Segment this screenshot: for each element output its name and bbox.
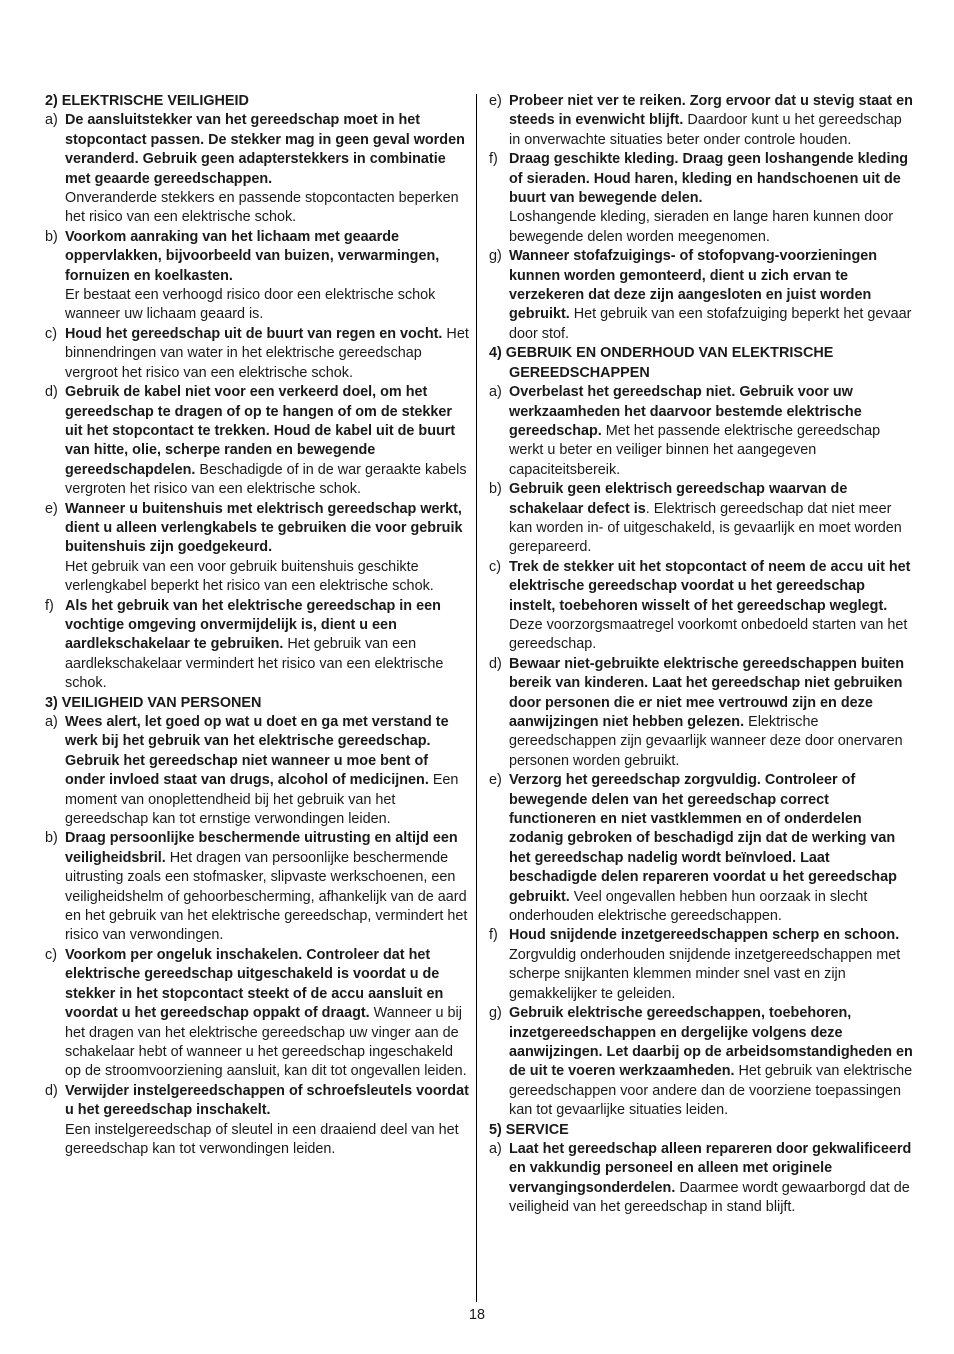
item-bold-text: Overbelast het gereedschap niet. Gebruik voor uw werkzaamheden het daarvoor bestemde elektrische gereedschap. (509, 384, 862, 439)
item-bold-text: Probeer niet ver te reiken. Zorg ervoor dat u stevig staat en steeds in evenwicht blijft. (509, 93, 913, 129)
item-body-text: Een moment van onoplettendheid bij het gebruik van het gereedschap kan tot ernstige verwondingen leiden. (65, 772, 459, 828)
instruction-item (45, 946, 469, 1082)
item-bold-text: Verzorg het gereedschap zorgvuldig. Controleer of bewegende delen van het gereedschap correct functioneren en niet vastklemmen en of onderdelen zodanig gebroken of beschadigd zijn dat de werking van het gereedschap nadelig wordt beïnvloed. Laat beschadigde delen repareren voordat u het gereedschap gebruikt. (509, 772, 897, 905)
section-heading: 2) ELEKTRISCHE VEILIGHEID (45, 93, 249, 109)
item-label: b) (45, 228, 58, 245)
item-bold-text: Draag geschikte kleding. Draag geen loshangende kleding of sieraden. Houd haren, kleding en handschoenen uit de buurt van bewegende delen. (509, 151, 909, 207)
item-label: d) (45, 1082, 58, 1099)
item-body-text: Een instelgereedschap of sleutel in een draaiend deel van het gereedschap kan tot verwondingen leiden. (65, 1121, 459, 1157)
instruction-item (45, 597, 469, 694)
instruction-item (489, 926, 913, 1004)
item-label: d) (45, 384, 58, 401)
item-body-text: Daarmee wordt gewaarborgd dat de veiligheid van het gereedschap in stand blijft. (509, 1179, 910, 1216)
item-body-text: Er bestaat een verhoogd risico door een elektrische schok wanneer uw lichaam geaard is. (65, 287, 436, 323)
section-heading: 3) VEILIGHEID VAN PERSONEN (45, 694, 262, 711)
instruction-item (489, 558, 913, 655)
item-label: g) (489, 1005, 502, 1022)
item-label: c) (489, 558, 501, 575)
item-label: b) (45, 830, 58, 847)
instruction-item (489, 247, 913, 344)
item-body-text: Het gebruik van een voor gebruik buitenshuis geschikte verlengkabel beperkt het risico van een elektrische schok. (65, 558, 434, 595)
item-bold-text: Laat het gereedschap alleen repareren door gekwalificeerd en vakkundig personeel en alleen met originele vervangingsonderdelen. (509, 1140, 912, 1196)
item-bold-text: De aansluitstekker van het gereedschap moet in het stopcontact passen. De stekker mag in geen geval worden veranderd. Gebruik geen adapterstekkers in combinatie met geaarde gereedschappen. (65, 112, 465, 187)
item-body-text: Veel ongevallen hebben hun oorzaak in slecht onderhouden elektrische gereedschappen. (509, 888, 868, 925)
item-body-text: Het gebruik van een stofafzuiging beperkt het gevaar door stof. (509, 306, 912, 342)
item-bold-text: Voorkom aanraking van het lichaam met geaarde oppervlakken, bijvoorbeeld van buizen, verwarmingen, fornuizen en koelkasten. (65, 228, 440, 284)
instruction-item (45, 1082, 469, 1160)
instruction-item (489, 655, 913, 771)
item-bold-text: Draag persoonlijke beschermende uitrusting en altijd een veiligheidsbril. (65, 830, 458, 866)
left-column (45, 92, 469, 1159)
instruction-item (45, 111, 469, 227)
item-label: a) (489, 384, 502, 401)
item-bold-text: Gebruik geen elektrisch gereedschap waarvan de schakelaar defect is (509, 481, 848, 517)
item-label: a) (489, 1140, 502, 1157)
item-bold-text: Bewaar niet-gebruikte elektrische gereedschappen buiten bereik van kinderen. Laat het gereedschap niet gebruiken door personen die er niet mee vertrouwd zijn en deze aanwijzingen niet hebben gelezen. (509, 655, 905, 730)
item-body-text: Deze voorzorgsmaatregel voorkomt onbedoeld starten van het gereedschap. (509, 616, 908, 653)
section-heading: 4) GEBRUIK EN ONDERHOUD VAN ELEKTRISCHE GEREEDSCHAPPEN (489, 345, 834, 381)
item-body-text: Het binnendringen van water in het elektrische gereedschap vergroot het risico van een elektrische schok. (65, 325, 469, 381)
item-body-text: Het gebruik van elektrische gereedschappen voor andere dan de voorziene toepassingen kan tot gevaarlijke situaties leiden. (509, 1063, 913, 1119)
item-bold-text: Wanneer u buitenshuis met elektrisch gereedschap werkt, dient u alleen verlengkabels te gebruiken die voor gebruik buitenshuis zijn goedgekeurd. (65, 500, 463, 556)
page-number: 18 (468, 1307, 485, 1323)
instruction-item (489, 150, 913, 247)
instruction-item (45, 325, 469, 383)
instruction-item (45, 713, 469, 829)
instruction-item (489, 480, 913, 558)
item-bold-text: Trek de stekker uit het stopcontact of neem de accu uit het elektrische gereedschap voordat u het gereedschap instelt, toebehoren wisselt of het gereedschap weglegt. (509, 558, 911, 614)
instruction-item (45, 228, 469, 325)
item-label: d) (489, 655, 502, 672)
section-heading: 5) SERVICE (489, 1121, 569, 1138)
item-bold-text: Verwijder instelgereedschappen of schroefsleutels voordat u het gereedschap inschakelt. (65, 1082, 469, 1119)
column-divider (476, 94, 477, 1302)
item-label: a) (45, 714, 58, 730)
item-label: g) (489, 248, 502, 265)
item-body-text: Met het passende elektrische gereedschap werkt u beter en veiliger binnen het aangegeven capaciteitsbereik. (509, 422, 881, 478)
item-label: b) (489, 481, 502, 498)
item-label: e) (489, 93, 502, 109)
item-body-text: Loshangende kleding, sieraden en lange haren kunnen door bewegende delen worden meegenomen. (509, 209, 894, 245)
item-body-text: Het dragen van persoonlijke beschermende uitrusting zoals een stofmasker, slipvaste werkschoenen, een veiligheidshelm of gehoorbescherming, afhankelijk van de aard en het gebruik van het elektrische gereedschap, vermindert het risico van verwondingen. (65, 849, 468, 944)
item-bold-text: Houd het gereedschap uit de buurt van regen en vocht. (65, 325, 443, 342)
instruction-item (489, 1140, 913, 1218)
item-label: f) (45, 597, 54, 614)
item-body-text: Beschadigde of in de war geraakte kabels vergroten het risico van een elektrische schok. (65, 461, 467, 498)
item-bold-text: Als het gebruik van het elektrische gereedschap in een vochtige omgeving onvermijdelijk is, dient u een aardlekschakelaar te gebruiken. (65, 597, 441, 653)
item-bold-text: Voorkom per ongeluk inschakelen. Controleer dat het elektrische gereedschap uitgeschakeld is voordat u de stekker in het stopcontact steekt of de accu aansluit en voordat u het gereedschap oppakt of draagt. (65, 946, 444, 1022)
item-body-text: Zorgvuldig onderhouden snijdende inzetgereedschappen met scherpe snijkanten klemmen minder snel vast en zijn gemakkelijker te geleiden. (509, 946, 901, 1002)
right-column (489, 92, 913, 1218)
instruction-item (489, 92, 913, 150)
item-bold-text: Wees alert, let goed op wat u doet en ga met verstand te werk bij het gebruik van het elektrische gereedschap. Gebruik het gereedschap niet wanneer u moe bent of onder invloed staat van drugs, alcohol of medicijnen. (65, 714, 449, 789)
instruction-item (489, 383, 913, 480)
item-bold-text: Gebruik de kabel niet voor een verkeerd doel, om het gereedschap te dragen of op te hangen of om de stekker uit het stopcontact te trekken. Houd de kabel uit de buurt van hitte, olie, scherpe randen en bewegende gereedschapdelen. (65, 384, 456, 478)
item-body-text: Wanneer u bij het dragen van het elektrische gereedschap uw vinger aan de schakelaar hebt of wanneer u het gereedschap ingeschakeld op de stroomvoorziening aansluit, kan dit tot ongevallen leiden. (65, 1005, 467, 1080)
instruction-item (45, 500, 469, 597)
instruction-item (45, 829, 469, 945)
item-body-text: Het gebruik van een aardlekschakelaar vermindert het risico van een elektrische schok. (65, 636, 444, 692)
item-body-text: . Elektrisch gereedschap dat niet meer kan worden in- of uitgeschakeld, is gevaarlijk en moet worden gerepareerd. (509, 500, 902, 556)
item-bold-text: Houd snijdende inzetgereedschappen scherp en schoon. (509, 927, 900, 944)
item-label: f) (489, 927, 498, 944)
item-label: f) (489, 151, 498, 168)
item-bold-text: Wanneer stofafzuigings- of stofopvang-voorzieningen kunnen worden gemonteerd, dient u zich ervan te verzekeren dat deze zijn aangesloten en juist worden gebruikt. (509, 248, 878, 323)
item-label: c) (45, 325, 57, 342)
instruction-item (489, 771, 913, 926)
item-label: a) (45, 112, 58, 129)
item-label: c) (45, 946, 57, 963)
instruction-item (489, 1004, 913, 1120)
instruction-item (45, 383, 469, 499)
item-body-text: Onveranderde stekkers en passende stopcontacten beperken het risico van een elektrische schok. (65, 190, 459, 226)
item-body-text: Daardoor kunt u het gereedschap in onverwachte situaties beter onder controle houden. (509, 112, 902, 148)
item-body-text: Elektrische gereedschappen zijn gevaarlijk wanneer deze door onervaren personen worden gebruikt. (509, 714, 903, 769)
item-bold-text: Gebruik elektrische gereedschappen, toebehoren, inzetgereedschappen en dergelijke volgens deze aanwijzingen. Let daarbij op de arbeidsomstandigheden en de uit te voeren werkzaamheden. (509, 1005, 913, 1080)
item-label: e) (489, 772, 502, 789)
item-label: e) (45, 500, 58, 517)
